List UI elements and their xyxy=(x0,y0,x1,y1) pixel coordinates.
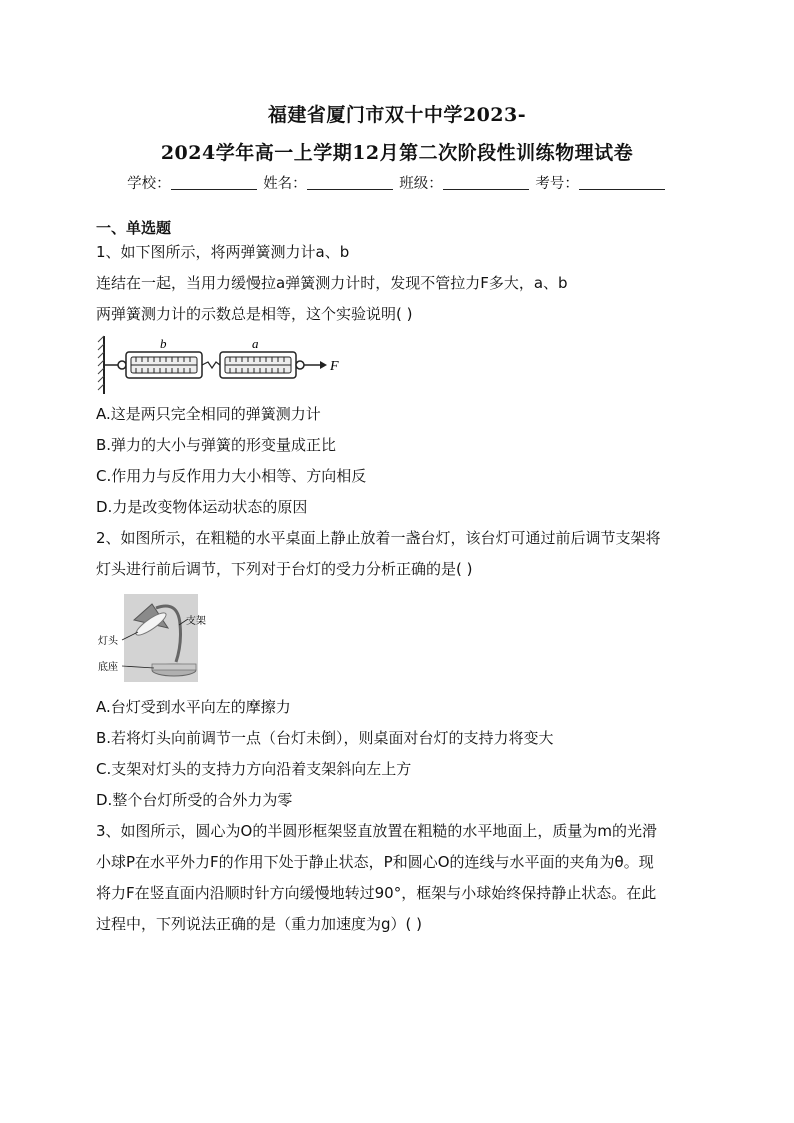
q2-stem-line2: 灯头进行前后调节，下列对于台灯的受力分析正确的是( ) xyxy=(96,560,473,578)
q1-stem-line1: 1、如下图所示，将两弹簧测力计a、b xyxy=(96,243,350,261)
q1-stem-line2: 连结在一起，当用力缓慢拉a弹簧测力计时，发现不管拉力F多大，a、b xyxy=(96,274,568,292)
q3-stem-line3: 将力F在竖直面内沿顺时针方向缓慢地转过90°，框架与小球始终保持静止状态。在此 xyxy=(96,884,657,902)
q3-stem-line4: 过程中，下列说法正确的是（重力加速度为g）( ) xyxy=(96,915,422,933)
exam-title-line1: 福建省厦门市双十中学2023- xyxy=(267,104,527,126)
number-blank xyxy=(579,175,665,190)
q1-option-d[interactable]: D.力是改变物体运动状态的原因 xyxy=(96,498,308,516)
name-blank xyxy=(307,175,393,190)
class-blank xyxy=(443,175,529,190)
desk-lamp-figure xyxy=(98,594,206,682)
school-blank xyxy=(171,175,257,190)
q3-stem-line2: 小球P在水平外力F的作用下处于静止状态，P和圆心O的连线与水平面的夹角为θ。现 xyxy=(96,853,654,871)
spring-scale-figure xyxy=(98,334,343,396)
student-info-row xyxy=(0,172,794,193)
q3-stem-line1: 3、如图所示，圆心为O的半圆形框架竖直放置在粗糙的水平地面上，质量为m的光滑 xyxy=(96,822,657,840)
name-label: 姓名： xyxy=(263,176,307,192)
q2-option-d[interactable]: D.整个台灯所受的合外力为零 xyxy=(96,791,293,809)
exam-title-line2: 2024学年高一上学期12月第二次阶段性训练物理试卷 xyxy=(160,142,634,164)
figure-label-bracket: 支架 xyxy=(186,616,206,627)
section-heading: 一、单选题 xyxy=(96,219,172,237)
q2-option-a[interactable]: A.台灯受到水平向左的摩擦力 xyxy=(96,698,291,716)
q2-stem-line1: 2、如图所示，在粗糙的水平桌面上静止放着一盏台灯，该台灯可通过前后调节支架将 xyxy=(96,529,661,547)
q2-option-b[interactable]: B.若将灯头向前调节一点（台灯未倒），则桌面对台灯的支持力将变大 xyxy=(96,729,554,747)
figure-label-a: a xyxy=(252,336,259,351)
figure-label-F: F xyxy=(330,359,339,374)
number-label: 考号： xyxy=(535,176,579,192)
figure-label-head: 灯头 xyxy=(98,636,118,647)
q1-option-b[interactable]: B.弹力的大小与弹簧的形变量成正比 xyxy=(96,436,337,454)
figure-label-b: b xyxy=(160,336,167,351)
class-label: 班级： xyxy=(399,176,443,192)
q2-option-c[interactable]: C.支架对灯头的支持力方向沿着支架斜向左上方 xyxy=(96,760,412,778)
q1-option-c[interactable]: C.作用力与反作用力大小相等、方向相反 xyxy=(96,467,367,485)
q1-option-a[interactable]: A.这是两只完全相同的弹簧测力计 xyxy=(96,405,321,423)
figure-label-base: 底座 xyxy=(98,662,118,673)
school-label: 学校： xyxy=(127,176,171,192)
q1-stem-line3: 两弹簧测力计的示数总是相等，这个实验说明( ) xyxy=(96,305,413,323)
